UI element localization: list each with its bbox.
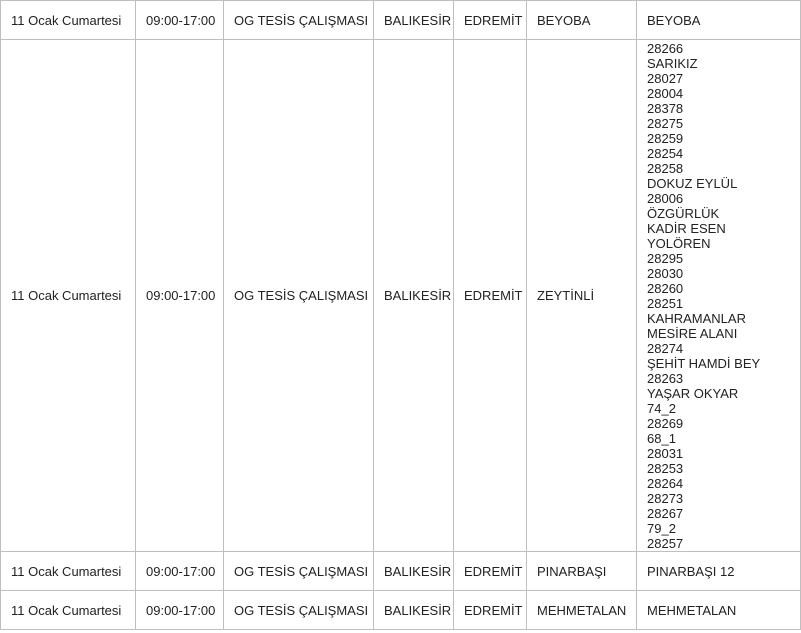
affected-area-item: 28260 — [647, 281, 684, 296]
affected-area-item: 28267 — [647, 506, 684, 521]
affected-area-item: 28266 — [647, 41, 684, 56]
affected-area-item: 28269 — [647, 416, 684, 431]
affected-area-item: SARIKIZ — [647, 56, 698, 71]
affected-area-item: KAHRAMANLAR — [647, 311, 746, 326]
affected-area-item: 28263 — [647, 371, 684, 386]
table-row — [1, 552, 801, 591]
table-row — [1, 591, 801, 630]
affected-area-item: 28004 — [647, 86, 684, 101]
district-cell: EDREMİT — [454, 591, 527, 630]
district-cell: EDREMİT — [454, 552, 527, 591]
affected-areas-cell — [637, 591, 801, 630]
affected-area-item: 28254 — [647, 146, 684, 161]
neighborhood-cell: ZEYTİNLİ — [527, 40, 637, 552]
affected-area-item: 28264 — [647, 476, 684, 491]
affected-area-item: 28257 — [647, 536, 684, 551]
affected-area-item: 28027 — [647, 71, 684, 86]
affected-area-item: 74_2 — [647, 401, 676, 416]
work-type-cell: OG TESİS ÇALIŞMASI — [224, 552, 374, 591]
affected-area-item: BEYOBA — [647, 12, 701, 28]
affected-area-item: 28273 — [647, 491, 684, 506]
affected-area-item: ÖZGÜRLÜK — [647, 206, 720, 221]
time-cell: 09:00-17:00 — [136, 40, 224, 552]
affected-area-item: PINARBAŞI 12 — [647, 563, 735, 579]
work-type-cell: OG TESİS ÇALIŞMASI — [224, 40, 374, 552]
affected-areas-cell — [637, 40, 801, 552]
district-cell: EDREMİT — [454, 1, 527, 40]
table-row — [1, 40, 801, 552]
time-cell: 09:00-17:00 — [136, 552, 224, 591]
affected-area-item: 28253 — [647, 461, 684, 476]
district-cell: EDREMİT — [454, 40, 527, 552]
affected-area-item: DOKUZ EYLÜL — [647, 176, 738, 191]
date-cell: 11 Ocak Cumartesi — [1, 591, 136, 630]
neighborhood-cell: BEYOBA — [527, 1, 637, 40]
affected-area-item: 68_1 — [647, 431, 676, 446]
city-cell: BALIKESİR — [374, 552, 454, 591]
affected-area-item: 28378 — [647, 101, 684, 116]
affected-area-item: 28031 — [647, 446, 684, 461]
table-body — [1, 1, 801, 630]
affected-area-item: 28258 — [647, 161, 684, 176]
city-cell: BALIKESİR — [374, 591, 454, 630]
date-cell: 11 Ocak Cumartesi — [1, 40, 136, 552]
date-cell: 11 Ocak Cumartesi — [1, 1, 136, 40]
city-cell: BALIKESİR — [374, 1, 454, 40]
affected-areas-list — [647, 13, 790, 28]
affected-area-item: ŞEHİT HAMDİ BEY — [647, 356, 761, 371]
affected-area-item: KADİR ESEN — [647, 221, 726, 236]
affected-area-item: 28251 — [647, 296, 684, 311]
neighborhood-cell: MEHMETALAN — [527, 591, 637, 630]
neighborhood-cell: PINARBAŞI — [527, 552, 637, 591]
city-cell: BALIKESİR — [374, 40, 454, 552]
affected-area-item: 28275 — [647, 116, 684, 131]
affected-area-item: 28274 — [647, 341, 684, 356]
affected-area-item: YAŞAR OKYAR — [647, 386, 739, 401]
time-cell: 09:00-17:00 — [136, 591, 224, 630]
affected-areas-list — [647, 564, 790, 579]
affected-area-item: 28259 — [647, 131, 684, 146]
work-type-cell: OG TESİS ÇALIŞMASI — [224, 1, 374, 40]
affected-area-item: 28030 — [647, 266, 684, 281]
work-type-cell: OG TESİS ÇALIŞMASI — [224, 591, 374, 630]
affected-area-item: MESİRE ALANI — [647, 326, 738, 341]
affected-area-item: 28295 — [647, 251, 684, 266]
affected-areas-cell — [637, 552, 801, 591]
date-cell: 11 Ocak Cumartesi — [1, 552, 136, 591]
affected-area-item: YOLÖREN — [647, 236, 711, 251]
affected-areas-cell — [637, 1, 801, 40]
affected-area-item: 28006 — [647, 191, 684, 206]
affected-area-item: 79_2 — [647, 521, 676, 536]
affected-area-item: MEHMETALAN — [647, 602, 737, 618]
time-cell: 09:00-17:00 — [136, 1, 224, 40]
affected-areas-list — [647, 41, 790, 551]
affected-areas-list — [647, 603, 790, 618]
table-row — [1, 1, 801, 40]
